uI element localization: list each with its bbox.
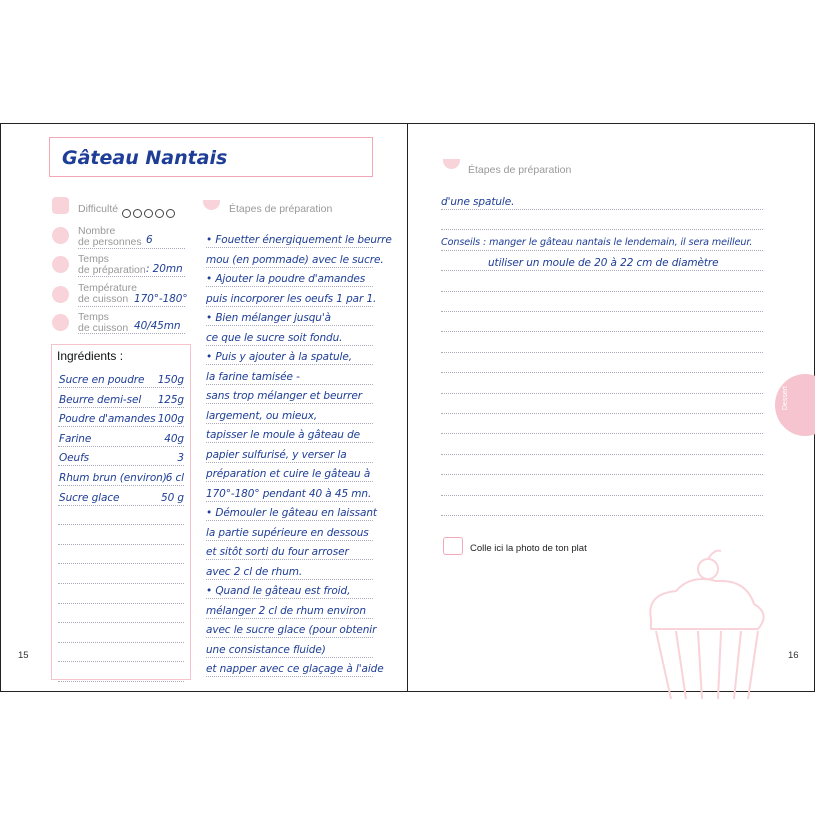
dotted-line xyxy=(58,446,184,447)
page-number-right: 16 xyxy=(788,650,799,661)
right-page xyxy=(408,124,815,691)
step-line: avec 2 cl de rhum. xyxy=(206,565,303,578)
dotted-line xyxy=(206,345,373,346)
dotted-line xyxy=(206,540,373,541)
step-line: ce que le sucre soit fondu. xyxy=(206,331,343,344)
dotted-line xyxy=(58,642,184,643)
dotted-line xyxy=(206,364,373,365)
bowl-icon xyxy=(203,200,220,210)
step-line: préparation et cuire le gâteau à xyxy=(206,468,371,480)
title-box xyxy=(49,137,373,177)
step-line: • Démouler le gâteau en laissant xyxy=(206,507,377,519)
dotted-line xyxy=(206,306,373,307)
dotted-line xyxy=(78,248,185,249)
dotted-line xyxy=(441,393,763,394)
dotted-line xyxy=(58,524,184,525)
left-page xyxy=(0,124,408,691)
dotted-line xyxy=(206,481,373,482)
ingredient-name: Sucre en poudre xyxy=(59,374,145,386)
dotted-line xyxy=(78,276,185,277)
dotted-line xyxy=(441,250,763,251)
dotted-line xyxy=(58,485,184,486)
dotted-line xyxy=(58,387,184,388)
clock-icon xyxy=(52,256,69,273)
step-line: et sitôt sorti du four arroser xyxy=(206,546,349,558)
ingredient-name: Oeufs xyxy=(59,452,90,465)
dotted-line xyxy=(441,454,763,455)
cook-time-label-line2: de cuisson xyxy=(78,322,129,334)
ingredient-qty: 3 xyxy=(177,452,184,465)
step-line: et napper avec ce glaçage à l'aide xyxy=(206,663,384,675)
difficulty-rating xyxy=(122,205,177,223)
dotted-line xyxy=(441,515,763,516)
dotted-line xyxy=(206,423,373,424)
step-line: tapisser le moule à gâteau de xyxy=(206,429,361,441)
dotted-line xyxy=(206,325,373,326)
step-line: • Ajouter la poudre d'amandes xyxy=(206,273,366,285)
persons-label xyxy=(78,226,142,248)
difficulty-circle xyxy=(155,209,164,218)
dotted-line xyxy=(58,563,184,564)
dotted-line xyxy=(441,311,763,312)
dotted-line xyxy=(441,209,763,210)
step-line: avec le sucre glace (pour obtenir xyxy=(206,624,377,636)
dotted-line xyxy=(206,403,373,404)
dotted-line xyxy=(58,505,184,506)
dotted-line xyxy=(441,229,763,230)
cook-time-label xyxy=(78,312,128,334)
difficulty-circle xyxy=(166,209,175,218)
dotted-line xyxy=(206,676,373,677)
dotted-line xyxy=(206,637,373,638)
note-line: d'une spatule. xyxy=(441,196,515,208)
dotted-line xyxy=(58,603,184,604)
dotted-line xyxy=(206,579,373,580)
dotted-line xyxy=(441,413,763,414)
dotted-line xyxy=(206,286,373,287)
dotted-line xyxy=(206,442,373,443)
dotted-line xyxy=(441,270,763,271)
dotted-line xyxy=(78,333,185,334)
dotted-line xyxy=(441,331,763,332)
dotted-line xyxy=(206,520,373,521)
persons-label-line2: de personnes xyxy=(78,236,142,248)
step-line: la partie supérieure en dessous xyxy=(206,526,369,539)
note-line: utiliser un moule de 20 à 22 cm de diamètre xyxy=(488,257,719,270)
dotted-line xyxy=(206,598,373,599)
prep-time-label-line2: de préparation xyxy=(78,264,146,276)
step-line: largement, ou mieux, xyxy=(206,409,318,422)
step-line: • Fouetter énergiquement le beurre xyxy=(206,234,392,246)
ingredients-box xyxy=(51,344,191,680)
cook-time-label-line1: Temps xyxy=(78,311,109,323)
dotted-line xyxy=(206,267,373,268)
difficulty-circle xyxy=(133,209,142,218)
ingredient-name: Beurre demi-sel xyxy=(59,393,142,406)
dotted-line xyxy=(441,474,763,475)
prep-time-label-line1: Temps xyxy=(78,253,109,265)
temperature-label-line2: de cuisson xyxy=(78,293,129,305)
step-line: papier sulfurisé, y verser la xyxy=(206,448,347,461)
chef-hat-icon xyxy=(52,197,69,214)
persons-label-line1: Nombre xyxy=(78,225,116,237)
dotted-line xyxy=(206,462,373,463)
photo-label: Colle ici la photo de ton plat xyxy=(470,543,587,554)
photo-frame-icon xyxy=(443,537,463,555)
dotted-line xyxy=(441,291,763,292)
steps-label-right: Étapes de préparation xyxy=(468,164,572,176)
dotted-line xyxy=(58,544,184,545)
dotted-line xyxy=(58,622,184,623)
dotted-line xyxy=(206,501,373,502)
ingredient-qty: 40g xyxy=(164,432,184,445)
cupcake-icon xyxy=(636,549,776,699)
persons-value: 6 xyxy=(146,234,153,246)
difficulty-label: Difficulté xyxy=(78,203,119,215)
step-line: 170°-180° pendant 40 à 45 mn. xyxy=(206,487,372,500)
ingredient-qty: 6 cl xyxy=(165,472,184,484)
dotted-line xyxy=(58,407,184,408)
book-spread xyxy=(0,123,815,692)
cutlery-icon xyxy=(52,227,69,244)
ingredient-name: Sucre glace xyxy=(59,491,120,504)
note-line: Conseils : manger le gâteau nantais le lendemain, il sera meilleur. xyxy=(441,236,753,248)
bowl-icon xyxy=(443,159,460,169)
step-line: puis incorporer les oeufs 1 par 1. xyxy=(206,292,377,305)
thermometer-icon xyxy=(52,286,69,303)
dotted-line xyxy=(441,352,763,353)
dotted-line xyxy=(206,384,373,385)
step-line: une consistance fluide) xyxy=(206,643,326,656)
ingredient-qty: 50 g xyxy=(161,491,184,504)
cook-time-value: 40/45mn xyxy=(134,320,181,332)
prep-time-value: : 20mn xyxy=(146,263,183,275)
step-line: la farine tamisée - xyxy=(206,370,300,383)
step-line: • Puis y ajouter à la spatule, xyxy=(206,351,352,363)
dotted-line xyxy=(58,583,184,584)
dotted-line xyxy=(206,618,373,619)
step-line: sans trop mélanger et beurrer xyxy=(206,390,362,402)
dotted-line xyxy=(441,495,763,496)
page-number-left: 15 xyxy=(18,650,29,661)
ingredients-title: Ingrédients : xyxy=(57,349,124,363)
dotted-line xyxy=(58,465,184,466)
step-line: mou (en pommade) avec le sucre. xyxy=(206,253,384,266)
steps-label: Étapes de préparation xyxy=(229,203,333,215)
dotted-line xyxy=(58,681,184,682)
temperature-label xyxy=(78,283,137,305)
step-line: • Bien mélanger jusqu'à xyxy=(206,312,331,324)
ingredient-qty: 125g xyxy=(157,393,184,406)
difficulty-circle xyxy=(122,209,131,218)
ingredient-qty: 150g xyxy=(157,374,184,386)
dotted-line xyxy=(78,306,185,307)
dotted-line xyxy=(441,433,763,434)
dotted-line xyxy=(206,559,373,560)
section-tab-label: Dessert xyxy=(782,386,789,411)
dotted-line xyxy=(58,661,184,662)
ingredient-name: Farine xyxy=(59,432,92,445)
recipe-title: Gâteau Nantais xyxy=(62,147,228,169)
dotted-line xyxy=(441,372,763,373)
ingredient-qty: 100g xyxy=(157,413,184,426)
dotted-line xyxy=(206,247,373,248)
dotted-line xyxy=(58,426,184,427)
ingredient-name: Rhum brun (environ) xyxy=(59,472,167,484)
section-tab xyxy=(775,374,815,436)
step-line: mélanger 2 cl de rhum environ xyxy=(206,604,366,617)
temperature-value: 170°-180° xyxy=(134,293,188,305)
ingredient-name: Poudre d'amandes xyxy=(59,413,156,426)
step-line: • Quand le gâteau est froid, xyxy=(206,585,351,597)
difficulty-circle xyxy=(144,209,153,218)
temperature-label-line1: Température xyxy=(78,282,137,294)
dotted-line xyxy=(206,657,373,658)
prep-time-label xyxy=(78,254,146,276)
timer-icon xyxy=(52,314,69,331)
